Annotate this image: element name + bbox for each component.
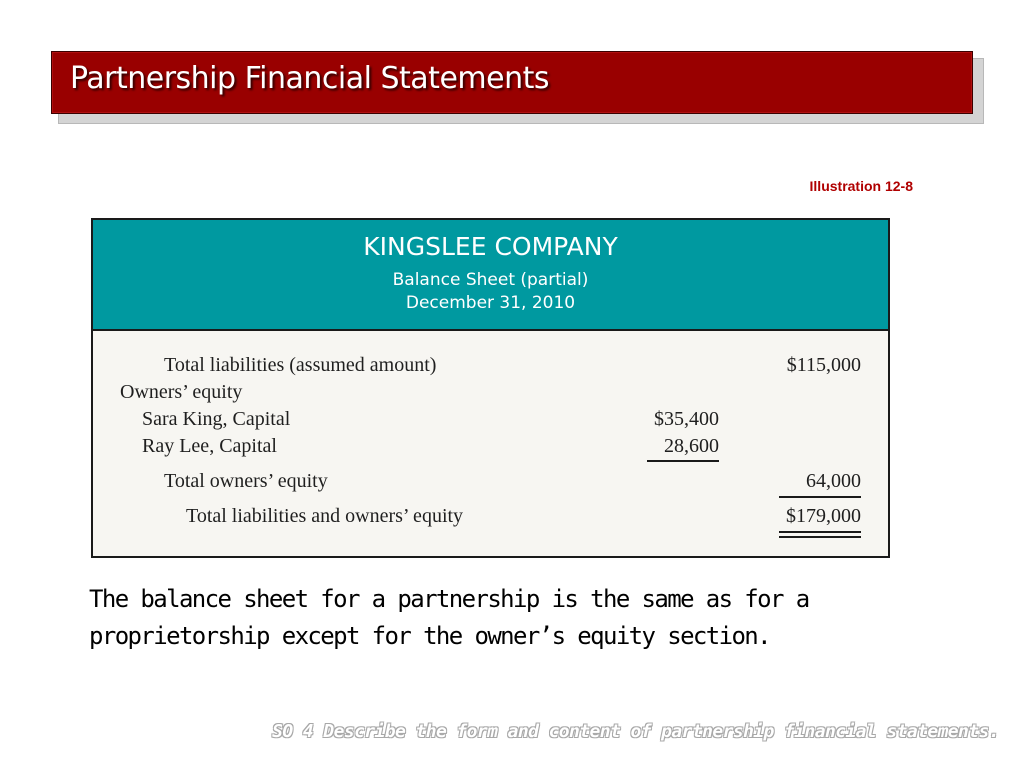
double-underline-top (779, 531, 861, 533)
total-underline (779, 496, 861, 498)
row-sara-king-label: Sara King, Capital (142, 408, 291, 430)
company-name: KINGSLEE COMPANY (363, 232, 618, 261)
subtotal-underline (647, 460, 719, 462)
row-total-liabilities-amount: $115,000 (786, 354, 861, 376)
body-text: The balance sheet for a partnership is the same as for a proprietorship except for the owner’s equity section. (89, 585, 809, 650)
row-owners-equity-label: Owners’ equity (120, 381, 243, 403)
row-grand-total-label: Total liabilities and owners’ equity (186, 505, 464, 527)
balance-sheet-header (93, 220, 888, 331)
row-ray-lee-amount: 28,600 (664, 435, 719, 457)
title-banner (51, 51, 973, 114)
double-underline-bottom (779, 536, 861, 538)
balance-sheet (91, 218, 890, 558)
statement-date: December 31, 2010 (405, 293, 576, 313)
row-total-owners-equity-label: Total owners’ equity (164, 470, 328, 492)
slide-title: Partnership Financial Statements (70, 61, 549, 96)
row-ray-lee-label: Ray Lee, Capital (142, 435, 277, 457)
row-sara-king-amount: $35,400 (654, 408, 719, 430)
study-objective-footer: SO 4 Describe the form and content of partnership financial statements. (272, 721, 999, 742)
statement-name: Balance Sheet (partial) (392, 270, 589, 290)
row-total-liabilities-label: Total liabilities (assumed amount) (164, 354, 437, 376)
row-grand-total-amount: $179,000 (786, 505, 861, 527)
illustration-label: Illustration 12-8 (809, 178, 913, 194)
row-total-owners-equity-amount: 64,000 (806, 470, 861, 492)
